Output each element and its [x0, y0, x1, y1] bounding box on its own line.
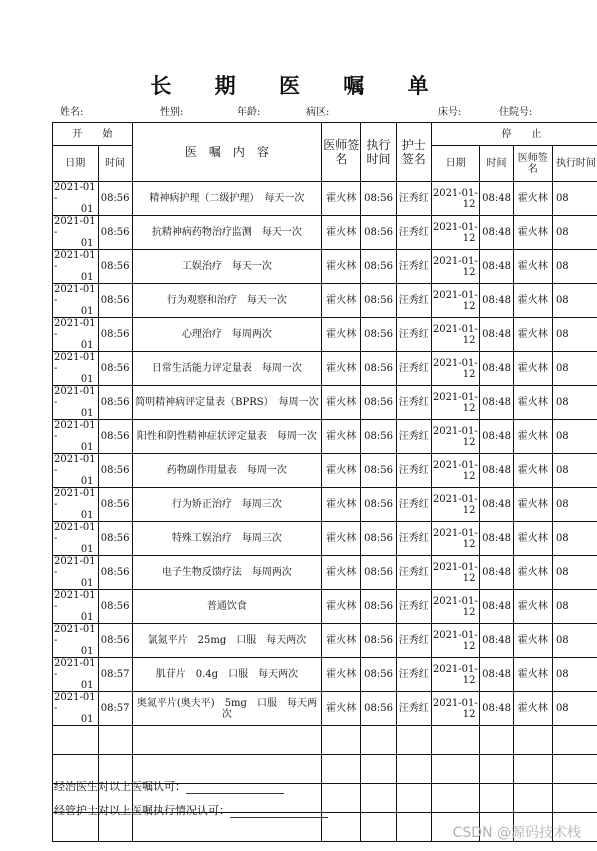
nurse-sig-cell: 汪秀红 [396, 658, 431, 692]
stop-doctor-sig-cell: 霍火林 [513, 692, 552, 726]
stop-time-cell: 08:48 [480, 692, 513, 726]
page-title: 长 期 医 嘱 单 [150, 74, 447, 98]
stop-date-cell [431, 420, 480, 454]
stop-date-cell [431, 454, 480, 488]
start-time-cell: 08:56 [98, 590, 132, 624]
exec-time-cell: 08:56 [361, 284, 396, 318]
start-date-header: 日期 [53, 146, 99, 182]
stop-date-cell [431, 318, 480, 352]
stop-doctor-sig-header: 医师签名 [513, 146, 552, 182]
table-row [53, 658, 597, 692]
start-date-cell-part: 2021-01- [54, 522, 96, 544]
start-date-cell-part: 01 [80, 714, 94, 725]
start-time-cell: 08:56 [98, 488, 132, 522]
empty-cell [361, 813, 396, 842]
nurse-sig-cell: 汪秀红 [396, 386, 431, 420]
stop-doctor-sig-cell: 霍火林 [513, 454, 552, 488]
stop-date-cell-part: 2021-01- [432, 629, 478, 641]
start-date-cell-part: 01 [80, 306, 94, 317]
start-date-cell [53, 692, 99, 726]
stop-date-cell-part: 2021-01- [432, 663, 478, 675]
start-date-cell-part: 2021-01- [54, 624, 96, 646]
stop-doctor-sig-cell: 霍火林 [513, 284, 552, 318]
exec-time-cell: 08:56 [361, 556, 396, 590]
stop-time-cell: 08:48 [480, 522, 513, 556]
doctor-sig-cell: 霍火林 [322, 352, 361, 386]
nurse-sig-cell: 汪秀红 [396, 488, 431, 522]
start-date-cell [53, 386, 99, 420]
nurse-sig-header: 护士签名 [396, 123, 431, 182]
nurse-sig-cell: 汪秀红 [396, 250, 431, 284]
doctor-sig-cell: 霍火林 [322, 624, 361, 658]
exec-time-cell: 08:56 [361, 454, 396, 488]
empty-cell [98, 726, 132, 755]
stop-date-cell [431, 488, 480, 522]
stop-date-cell-part: 12 [462, 708, 476, 720]
table-row [53, 488, 597, 522]
order-content-cell: 行为矫正治疗 每周三次 [132, 488, 321, 522]
stop-doctor-sig-cell: 霍火林 [513, 318, 552, 352]
nurse-confirm [54, 802, 328, 818]
start-time-cell: 08:56 [98, 624, 132, 658]
doctor-sig-cell: 霍火林 [322, 250, 361, 284]
order-content-cell: 工娱治疗 每天一次 [132, 250, 321, 284]
table-row [53, 284, 597, 318]
stop-time-cell: 08:48 [480, 420, 513, 454]
table-row [53, 182, 597, 216]
start-date-cell-part: 2021-01- [54, 420, 96, 442]
stop-date-cell-part: 2021-01- [432, 357, 478, 369]
stop-header: 停 止 [431, 123, 597, 146]
order-content-cell: 肌苷片 0.4g 口服 每天两次 [132, 658, 321, 692]
doctor-sig-cell: 霍火林 [322, 488, 361, 522]
empty-cell [480, 726, 513, 755]
doctor-sig-cell: 霍火林 [322, 284, 361, 318]
admission-no-label: 住院号: [499, 107, 533, 118]
empty-cell [396, 726, 431, 755]
order-content-cell: 日常生活能力评定量表 每周一次 [132, 352, 321, 386]
nurse-sig-cell: 汪秀红 [396, 216, 431, 250]
start-date-cell-part: 01 [80, 646, 94, 657]
ward-label: 病区: [306, 107, 330, 118]
start-date-cell-part: 01 [80, 408, 94, 419]
order-content-cell: 电子生物反馈疗法 每周两次 [132, 556, 321, 590]
bed-label: 床号: [438, 107, 462, 118]
start-time-cell: 08:56 [98, 454, 132, 488]
start-time-cell: 08:56 [98, 216, 132, 250]
stop-date-cell [431, 658, 480, 692]
stop-date-cell [431, 386, 480, 420]
empty-cell [513, 755, 552, 784]
stop-exec-cell: 08 [552, 590, 597, 624]
exec-time-cell: 08:56 [361, 420, 396, 454]
start-date-cell-part: 01 [80, 238, 94, 249]
doctor-sig-cell: 霍火林 [322, 658, 361, 692]
start-date-cell-part: 01 [80, 374, 94, 385]
doctor-sig-cell: 霍火林 [322, 182, 361, 216]
stop-exec-cell: 08 [552, 216, 597, 250]
start-date-cell-part: 01 [80, 476, 94, 487]
order-content-cell: 精神病护理（二级护理） 每天一次 [132, 182, 321, 216]
stop-exec-cell: 08 [552, 556, 597, 590]
start-date-cell-part: 01 [80, 510, 94, 521]
empty-cell [396, 813, 431, 842]
start-date-cell-part: 2021-01- [54, 318, 96, 340]
content-header: 医 嘱 内 容 [132, 123, 321, 182]
start-date-cell [53, 454, 99, 488]
empty-cell [513, 726, 552, 755]
stop-doctor-sig-cell: 霍火林 [513, 658, 552, 692]
doctor-signature-line[interactable] [186, 781, 284, 794]
empty-cell [361, 755, 396, 784]
stop-exec-cell: 08 [552, 692, 597, 726]
start-date-cell-part: 01 [80, 578, 94, 589]
start-time-cell: 08:57 [98, 692, 132, 726]
stop-date-cell [431, 250, 480, 284]
start-date-cell [53, 556, 99, 590]
nurse-sig-cell: 汪秀红 [396, 590, 431, 624]
empty-cell [480, 755, 513, 784]
stop-time-cell: 08:48 [480, 386, 513, 420]
stop-date-cell [431, 284, 480, 318]
nurse-sig-cell: 汪秀红 [396, 522, 431, 556]
start-time-cell: 08:56 [98, 352, 132, 386]
stop-doctor-sig-cell: 霍火林 [513, 352, 552, 386]
stop-date-cell-part: 2021-01- [432, 221, 478, 233]
table-row [53, 624, 597, 658]
table-row [53, 250, 597, 284]
start-date-cell-part: 01 [80, 442, 94, 453]
stop-date-cell-part: 12 [462, 674, 476, 686]
stop-time-cell: 08:48 [480, 352, 513, 386]
start-date-cell-part: 2021-01- [54, 216, 96, 238]
stop-date-cell-part: 2021-01- [432, 391, 478, 403]
stop-date-cell-part: 12 [462, 368, 476, 380]
start-time-cell: 08:56 [98, 420, 132, 454]
stop-doctor-sig-cell: 霍火林 [513, 522, 552, 556]
stop-date-cell-part: 12 [462, 640, 476, 652]
stop-date-cell-part: 2021-01- [432, 459, 478, 471]
stop-time-cell: 08:48 [480, 590, 513, 624]
exec-time-header: 执行时间 [361, 123, 396, 182]
start-date-cell [53, 216, 99, 250]
start-time-cell: 08:56 [98, 318, 132, 352]
empty-cell [132, 726, 321, 755]
stop-date-cell [431, 590, 480, 624]
stop-doctor-sig-cell: 霍火林 [513, 250, 552, 284]
stop-time-cell: 08:48 [480, 284, 513, 318]
stop-exec-cell: 08 [552, 284, 597, 318]
start-date-cell [53, 488, 99, 522]
stop-time-cell: 08:48 [480, 658, 513, 692]
stop-date-cell-part: 12 [462, 436, 476, 448]
start-date-cell [53, 420, 99, 454]
stop-date-cell-part: 2021-01- [432, 187, 478, 199]
stop-date-cell-part: 12 [462, 334, 476, 346]
empty-cell [431, 755, 480, 784]
start-date-cell-part: 01 [80, 680, 94, 691]
start-date-cell-part: 01 [80, 544, 94, 555]
stop-date-cell [431, 692, 480, 726]
table-row [53, 556, 597, 590]
stop-date-cell [431, 216, 480, 250]
start-time-cell: 08:56 [98, 386, 132, 420]
nurse-sig-cell: 汪秀红 [396, 624, 431, 658]
nurse-sig-cell: 汪秀红 [396, 454, 431, 488]
start-date-cell-part: 2021-01- [54, 658, 96, 680]
start-date-cell [53, 284, 99, 318]
stop-date-header: 日期 [431, 146, 480, 182]
stop-exec-cell: 08 [552, 318, 597, 352]
stop-date-cell-part: 2021-01- [432, 561, 478, 573]
doctor-sig-cell: 霍火林 [322, 590, 361, 624]
stop-date-cell-part: 12 [462, 504, 476, 516]
table-row [53, 692, 597, 726]
table-row [53, 386, 597, 420]
doctor-sig-cell: 霍火林 [322, 386, 361, 420]
doctor-sig-cell: 霍火林 [322, 556, 361, 590]
start-date-cell-part: 01 [80, 272, 94, 283]
exec-time-cell: 08:56 [361, 658, 396, 692]
nurse-confirm-label: 经管护士对以上医嘱执行情况认可： [54, 804, 230, 817]
stop-date-cell-part: 12 [462, 606, 476, 618]
nurse-sig-cell: 汪秀红 [396, 182, 431, 216]
stop-doctor-sig-cell: 霍火林 [513, 420, 552, 454]
start-date-cell [53, 182, 99, 216]
empty-cell [431, 784, 480, 813]
exec-time-cell: 08:56 [361, 318, 396, 352]
exec-time-cell: 08:56 [361, 216, 396, 250]
empty-cell [552, 755, 597, 784]
order-content-cell: 心理治疗 每周两次 [132, 318, 321, 352]
exec-time-cell: 08:56 [361, 182, 396, 216]
start-date-cell [53, 658, 99, 692]
start-date-cell-part: 2021-01- [54, 250, 96, 272]
stop-exec-cell: 08 [552, 488, 597, 522]
stop-doctor-sig-cell: 霍火林 [513, 182, 552, 216]
start-date-cell-part: 2021-01- [54, 556, 96, 578]
empty-cell [361, 726, 396, 755]
exec-time-cell: 08:56 [361, 352, 396, 386]
gender-label: 性别: [160, 107, 184, 118]
exec-time-cell: 08:56 [361, 590, 396, 624]
start-date-cell [53, 522, 99, 556]
table-row [53, 420, 597, 454]
stop-date-cell-part: 12 [462, 198, 476, 210]
start-date-cell [53, 250, 99, 284]
stop-time-cell: 08:48 [480, 182, 513, 216]
stop-date-cell-part: 12 [462, 300, 476, 312]
stop-date-cell [431, 556, 480, 590]
doctor-sig-cell: 霍火林 [322, 420, 361, 454]
stop-time-header: 时间 [480, 146, 513, 182]
start-time-cell: 08:56 [98, 250, 132, 284]
stop-date-cell-part: 2021-01- [432, 493, 478, 505]
order-content-cell: 奥氮平片(奥夫平) 5mg 口服 每天两次 [132, 692, 321, 726]
empty-cell [480, 784, 513, 813]
empty-cell [552, 726, 597, 755]
order-content-cell: 特殊工娱治疗 每周三次 [132, 522, 321, 556]
stop-date-cell [431, 522, 480, 556]
order-content-cell: 抗精神病药物治疗监测 每天一次 [132, 216, 321, 250]
start-date-cell-part: 2021-01- [54, 182, 96, 204]
stop-time-cell: 08:48 [480, 250, 513, 284]
order-content-cell: 简明精神病评定量表（BPRS） 每周一次 [132, 386, 321, 420]
doctor-sig-header: 医师签名 [322, 123, 361, 182]
doctor-sig-cell: 霍火林 [322, 692, 361, 726]
table-row [53, 454, 597, 488]
stop-date-cell [431, 624, 480, 658]
start-date-cell-part: 01 [80, 204, 94, 215]
order-content-cell: 行为观察和治疗 每天一次 [132, 284, 321, 318]
empty-cell [322, 755, 361, 784]
stop-date-cell-part: 2021-01- [432, 697, 478, 709]
stop-date-cell-part: 2021-01- [432, 323, 478, 335]
empty-cell [513, 784, 552, 813]
start-date-cell-part: 01 [80, 612, 94, 623]
empty-cell [396, 755, 431, 784]
start-time-cell: 08:56 [98, 284, 132, 318]
start-time-cell: 08:56 [98, 556, 132, 590]
stop-date-cell-part: 12 [462, 402, 476, 414]
stop-exec-cell: 08 [552, 420, 597, 454]
table-row [53, 352, 597, 386]
name-label: 姓名: [60, 107, 84, 118]
start-date-cell-part: 2021-01- [54, 284, 96, 306]
start-time-cell: 08:57 [98, 658, 132, 692]
stop-exec-cell: 08 [552, 454, 597, 488]
exec-time-cell: 08:56 [361, 386, 396, 420]
stop-exec-cell: 08 [552, 386, 597, 420]
stop-date-cell [431, 182, 480, 216]
empty-cell [552, 784, 597, 813]
stop-doctor-sig-cell: 霍火林 [513, 624, 552, 658]
start-date-cell-part: 2021-01- [54, 352, 96, 374]
stop-doctor-sig-cell: 霍火林 [513, 216, 552, 250]
stop-exec-cell: 08 [552, 624, 597, 658]
start-date-cell [53, 624, 99, 658]
empty-cell [322, 726, 361, 755]
nurse-sig-cell: 汪秀红 [396, 352, 431, 386]
nurse-sig-cell: 汪秀红 [396, 420, 431, 454]
start-time-cell: 08:56 [98, 522, 132, 556]
empty-cell [53, 726, 99, 755]
order-content-cell: 药物副作用量表 每周一次 [132, 454, 321, 488]
start-date-cell [53, 590, 99, 624]
stop-time-cell: 08:48 [480, 624, 513, 658]
stop-doctor-sig-cell: 霍火林 [513, 556, 552, 590]
table-row [53, 522, 597, 556]
table-row [53, 590, 597, 624]
exec-time-cell: 08:56 [361, 692, 396, 726]
stop-time-cell: 08:48 [480, 318, 513, 352]
start-date-cell-part: 2021-01- [54, 386, 96, 408]
start-date-cell-part: 2021-01- [54, 590, 96, 612]
orders-table [52, 122, 597, 842]
stop-time-cell: 08:48 [480, 556, 513, 590]
watermark: CSDN @源码技术栈 [452, 825, 581, 841]
empty-cell [396, 784, 431, 813]
start-date-cell [53, 352, 99, 386]
stop-doctor-sig-cell: 霍火林 [513, 386, 552, 420]
doctor-sig-cell: 霍火林 [322, 522, 361, 556]
stop-date-cell-part: 2021-01- [432, 425, 478, 437]
stop-exec-cell: 08 [552, 182, 597, 216]
empty-cell [431, 726, 480, 755]
doctor-sig-cell: 霍火林 [322, 454, 361, 488]
order-content-cell: 阳性和阴性精神症状评定量表 每周一次 [132, 420, 321, 454]
order-content-cell: 氯氮平片 25mg 口服 每天两次 [132, 624, 321, 658]
stop-date-cell-part: 2021-01- [432, 595, 478, 607]
stop-time-cell: 08:48 [480, 216, 513, 250]
stop-exec-cell: 08 [552, 250, 597, 284]
nurse-sig-cell: 汪秀红 [396, 318, 431, 352]
start-date-cell-part: 2021-01- [54, 454, 96, 476]
start-date-cell [53, 318, 99, 352]
start-time-header: 时间 [98, 146, 132, 182]
stop-doctor-sig-cell: 霍火林 [513, 488, 552, 522]
nurse-signature-line[interactable] [230, 805, 328, 818]
stop-exec-cell: 08 [552, 658, 597, 692]
exec-time-cell: 08:56 [361, 250, 396, 284]
start-header: 开 始 [53, 123, 133, 146]
empty-cell [361, 784, 396, 813]
exec-time-cell: 08:56 [361, 522, 396, 556]
stop-doctor-sig-cell: 霍火林 [513, 590, 552, 624]
start-date-cell-part: 2021-01- [54, 692, 96, 714]
stop-time-cell: 08:48 [480, 488, 513, 522]
start-date-cell-part: 01 [80, 340, 94, 351]
stop-date-cell-part: 2021-01- [432, 289, 478, 301]
stop-date-cell [431, 352, 480, 386]
nurse-sig-cell: 汪秀红 [396, 692, 431, 726]
start-date-cell-part: 2021-01- [54, 488, 96, 510]
doctor-sig-cell: 霍火林 [322, 318, 361, 352]
nurse-sig-cell: 汪秀红 [396, 284, 431, 318]
stop-time-cell: 08:48 [480, 454, 513, 488]
doctor-confirm [54, 778, 284, 794]
stop-date-cell-part: 2021-01- [432, 527, 478, 539]
stop-exec-cell: 08 [552, 522, 597, 556]
empty-table-row [53, 726, 597, 755]
stop-date-cell-part: 12 [462, 266, 476, 278]
stop-date-cell-part: 2021-01- [432, 255, 478, 267]
doctor-confirm-label: 经治医生对以上医嘱认可： [54, 780, 186, 793]
exec-time-cell: 08:56 [361, 624, 396, 658]
age-label: 年龄: [237, 107, 261, 118]
nurse-sig-cell: 汪秀红 [396, 556, 431, 590]
start-time-cell: 08:56 [98, 182, 132, 216]
stop-exec-header: 执行时间 [552, 146, 597, 182]
doctor-sig-cell: 霍火林 [322, 216, 361, 250]
exec-time-cell: 08:56 [361, 488, 396, 522]
table-row [53, 216, 597, 250]
stop-exec-cell: 08 [552, 352, 597, 386]
stop-date-cell-part: 12 [462, 538, 476, 550]
stop-date-cell-part: 12 [462, 232, 476, 244]
order-content-cell: 普通饮食 [132, 590, 321, 624]
stop-date-cell-part: 12 [462, 572, 476, 584]
table-row [53, 318, 597, 352]
stop-date-cell-part: 12 [462, 470, 476, 482]
